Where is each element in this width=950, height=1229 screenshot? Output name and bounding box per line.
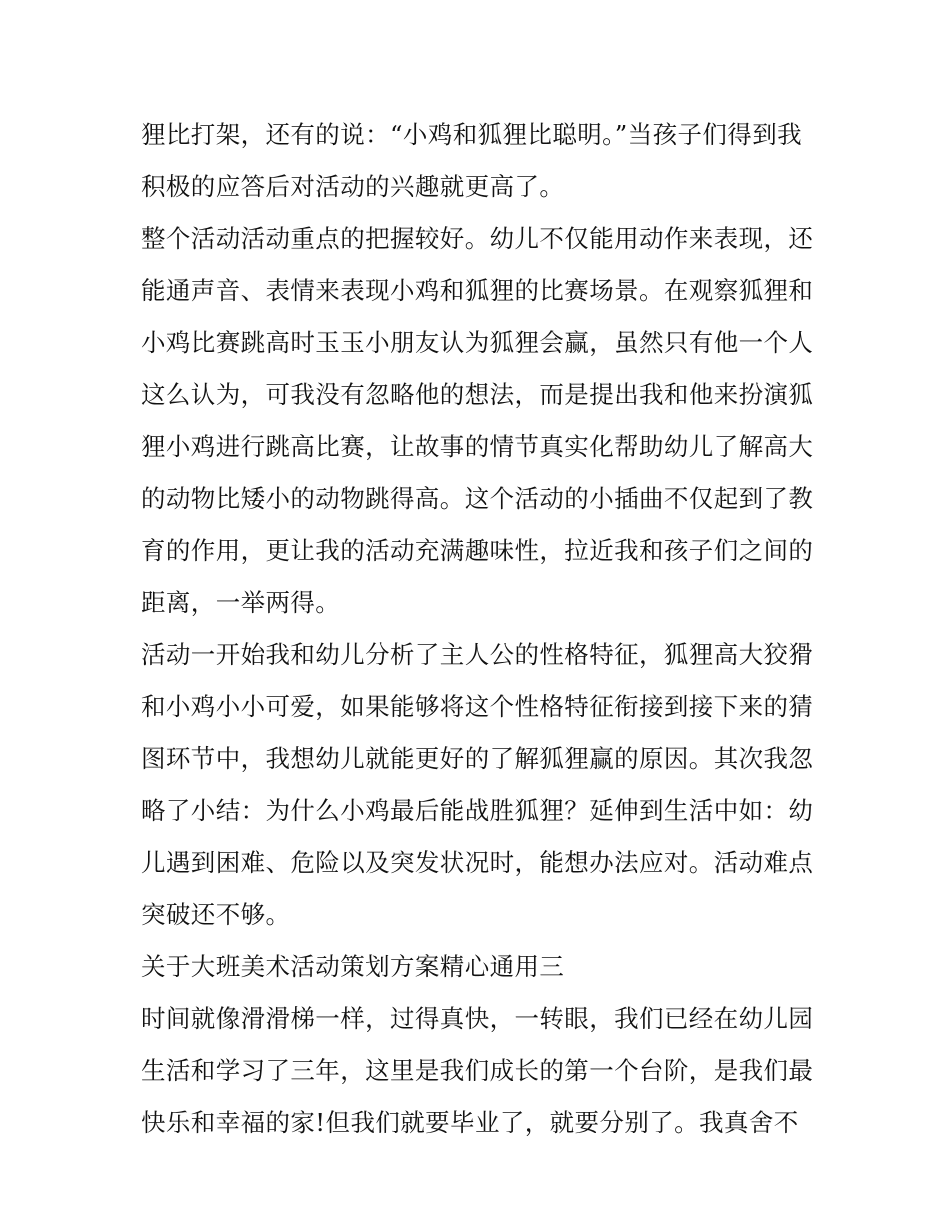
text-line: 积极的应答后对活动的兴趣就更高了。 bbox=[141, 172, 565, 201]
text-line: 略了小结：为什么小鸡最后能战胜狐狸？延伸到生活中如：幼 bbox=[141, 796, 814, 825]
text-line: 儿遇到困难、危险以及突发状况时，能想办法应对。活动难点 bbox=[141, 848, 814, 877]
text-line: 时间就像滑滑梯一样，过得真快，一转眼，我们已经在幼儿园 bbox=[141, 1004, 814, 1033]
text-line: 这么认为，可我没有忽略他的想法，而是提出我和他来扮演狐 bbox=[141, 380, 814, 409]
text-line: 快乐和幸福的家!但我们就要毕业了，就要分别了。我真舍不 bbox=[141, 1108, 799, 1137]
text-line: 整个活动活动重点的把握较好。幼儿不仅能用动作来表现，还 bbox=[141, 224, 814, 253]
text-line: 狸小鸡进行跳高比赛，让故事的情节真实化帮助幼儿了解高大 bbox=[141, 432, 814, 461]
text-line: 活动一开始我和幼儿分析了主人公的性格特征，狐狸高大狡猾 bbox=[141, 640, 814, 669]
text-line: 育的作用，更让我的活动充满趣味性，拉近我和孩子们之间的 bbox=[141, 536, 814, 565]
text-line: 能通声音、表情来表现小鸡和狐狸的比赛场景。在观察狐狸和 bbox=[141, 276, 814, 305]
text-line: 的动物比矮小的动物跳得高。这个活动的小插曲不仅起到了教 bbox=[141, 484, 814, 513]
document-body bbox=[141, 109, 821, 1149]
text-line: 生活和学习了三年，这里是我们成长的第一个台阶，是我们最 bbox=[141, 1056, 814, 1085]
text-line: 小鸡比赛跳高时玉玉小朋友认为狐狸会赢，虽然只有他一个人 bbox=[141, 328, 814, 357]
text-line: 突破还不够。 bbox=[141, 900, 291, 929]
text-line: 距离，一举两得。 bbox=[141, 588, 341, 617]
text-line: 狸比打架，还有的说：“小鸡和狐狸比聪明。”当孩子们得到我 bbox=[141, 120, 802, 149]
text-line: 和小鸡小小可爱，如果能够将这个性格特征衔接到接下来的猜 bbox=[141, 692, 814, 721]
section-heading: 关于大班美术活动策划方案精心通用三 bbox=[141, 952, 565, 981]
text-line: 图环节中，我想幼儿就能更好的了解狐狸赢的原因。其次我忽 bbox=[141, 744, 814, 773]
